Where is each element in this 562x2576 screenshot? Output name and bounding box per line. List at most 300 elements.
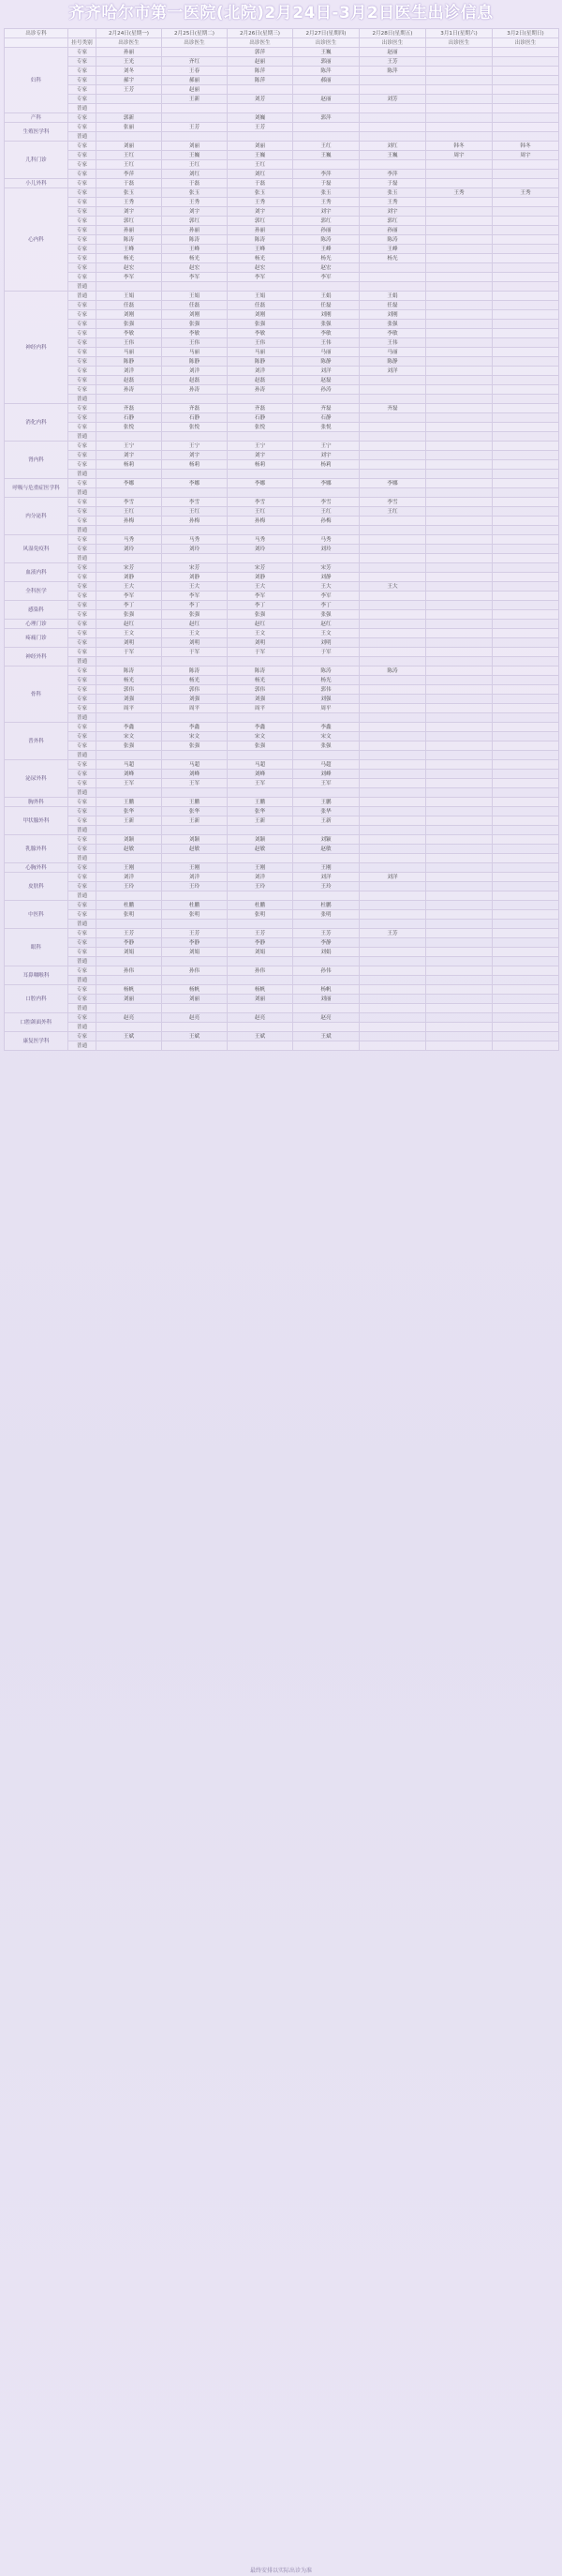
doctor-cell (493, 985, 559, 995)
doctor-cell (360, 113, 426, 123)
doctor-cell: 王新 (228, 816, 293, 826)
registration-type: 普通 (68, 282, 96, 292)
registration-type: 专家 (68, 995, 96, 1004)
header-row-dates (5, 29, 559, 38)
doctor-cell (426, 460, 493, 470)
doctor-cell (493, 1013, 559, 1023)
doctor-cell (493, 329, 559, 338)
doctor-cell (293, 713, 360, 723)
registration-type: 专家 (68, 901, 96, 910)
doctor-cell: 于磊 (293, 179, 360, 188)
doctor-cell (96, 132, 162, 142)
doctor-cell: 王军 (293, 779, 360, 788)
doctor-cell (493, 601, 559, 610)
doctor-cell (426, 985, 493, 995)
doctor-cell: 孙伟 (228, 966, 293, 976)
doctor-cell: 李萍 (293, 170, 360, 179)
registration-type: 专家 (68, 545, 96, 554)
doctor-cell: 陈涛 (360, 235, 426, 245)
doctor-cell: 张丽 (96, 123, 162, 132)
doctor-cell (493, 132, 559, 142)
registration-type: 专家 (68, 217, 96, 226)
doctor-cell (360, 488, 426, 498)
registration-type: 专家 (68, 582, 96, 592)
schedule-row (5, 601, 559, 610)
schedule-row (5, 873, 559, 882)
doctor-cell: 王红 (228, 507, 293, 517)
doctor-cell: 李军 (162, 592, 228, 601)
doctor-cell (293, 976, 360, 985)
schedule-row (5, 845, 559, 854)
doctor-cell (493, 526, 559, 535)
doctor-cell (96, 395, 162, 404)
registration-type: 专家 (68, 1032, 96, 1041)
doctor-cell (96, 751, 162, 760)
registration-type: 普通 (68, 1041, 96, 1051)
doctor-cell: 张强 (162, 741, 228, 751)
doctor-cell: 孙丽 (96, 226, 162, 235)
doctor-cell: 石静 (228, 413, 293, 423)
doctor-cell: 王峰 (360, 245, 426, 254)
schedule-row (5, 507, 559, 517)
doctor-cell: 王玲 (228, 882, 293, 891)
doctor-cell: 齐磊 (360, 404, 426, 413)
doctor-cell (426, 263, 493, 273)
registration-type: 普通 (68, 826, 96, 835)
registration-type: 专家 (68, 245, 96, 254)
doctor-cell (426, 395, 493, 404)
doctor-cell: 刘静 (96, 573, 162, 582)
doctor-cell: 王新 (293, 816, 360, 826)
doctor-cell: 张强 (228, 320, 293, 329)
doctor-cell: 刘娟 (228, 948, 293, 957)
doctor-cell (426, 338, 493, 348)
doctor-cell: 王文 (162, 629, 228, 638)
schedule-row (5, 573, 559, 582)
doctor-cell (360, 620, 426, 629)
doctor-cell: 郭红 (360, 217, 426, 226)
doctor-cell (360, 995, 426, 1004)
registration-type: 专家 (68, 235, 96, 245)
doctor-cell: 宋芳 (162, 563, 228, 573)
department-name: 口腔内科 (5, 985, 68, 1013)
schedule-row (5, 957, 559, 966)
doctor-cell: 杨帆 (293, 985, 360, 995)
doctor-cell (360, 554, 426, 563)
registration-type: 专家 (68, 929, 96, 938)
doctor-cell: 张华 (162, 807, 228, 816)
doctor-cell (493, 357, 559, 367)
doctor-cell (426, 517, 493, 526)
doctor-cell (426, 938, 493, 948)
doctor-cell (493, 657, 559, 666)
doctor-cell (360, 104, 426, 113)
doctor-cell (426, 320, 493, 329)
schedule-row (5, 798, 559, 807)
schedule-row (5, 357, 559, 367)
doctor-cell: 刘玲 (293, 545, 360, 554)
department-name: 小儿外科 (5, 179, 68, 188)
header-sub-cell: 出诊医生 (228, 38, 293, 48)
doctor-cell: 刘娟 (162, 948, 228, 957)
registration-type: 专家 (68, 85, 96, 95)
doctor-cell (360, 76, 426, 85)
doctor-cell (228, 526, 293, 535)
doctor-cell (360, 85, 426, 95)
doctor-cell: 张华 (96, 807, 162, 816)
registration-type: 专家 (68, 198, 96, 207)
schedule-row (5, 816, 559, 826)
registration-type: 专家 (68, 779, 96, 788)
doctor-cell: 马秀 (96, 535, 162, 545)
registration-type: 专家 (68, 882, 96, 891)
department-name: 皮肤科 (5, 873, 68, 901)
doctor-cell: 李静 (228, 938, 293, 948)
doctor-cell (426, 254, 493, 263)
schedule-row (5, 151, 559, 160)
doctor-cell: 陈萍 (360, 67, 426, 76)
doctor-cell: 赵磊 (228, 376, 293, 385)
schedule-row (5, 891, 559, 901)
registration-type: 专家 (68, 67, 96, 76)
doctor-cell (493, 179, 559, 188)
registration-type: 专家 (68, 770, 96, 779)
doctor-cell: 王文 (96, 629, 162, 638)
doctor-cell: 王斌 (228, 1032, 293, 1041)
schedule-row (5, 807, 559, 816)
doctor-cell: 李丁 (96, 601, 162, 610)
registration-type: 普通 (68, 957, 96, 966)
doctor-cell: 孙涛 (96, 385, 162, 395)
doctor-cell (426, 198, 493, 207)
doctor-cell (293, 395, 360, 404)
doctor-cell (162, 432, 228, 442)
doctor-cell: 孙伟 (293, 966, 360, 976)
registration-type: 专家 (68, 845, 96, 854)
doctor-cell: 李鑫 (293, 723, 360, 732)
registration-type: 专家 (68, 48, 96, 57)
doctor-cell (228, 470, 293, 479)
doctor-cell: 王芳 (96, 85, 162, 95)
doctor-cell (426, 217, 493, 226)
doctor-cell (493, 966, 559, 976)
doctor-cell: 孙涛 (162, 385, 228, 395)
doctor-cell: 赵亮 (162, 1013, 228, 1023)
doctor-cell (360, 760, 426, 770)
doctor-cell: 李萍 (360, 170, 426, 179)
doctor-cell: 李军 (293, 592, 360, 601)
doctor-cell (493, 123, 559, 132)
doctor-cell (360, 770, 426, 779)
doctor-cell: 陈静 (162, 357, 228, 367)
doctor-cell: 杨莉 (96, 460, 162, 470)
doctor-cell: 张强 (96, 320, 162, 329)
schedule-row (5, 666, 559, 676)
schedule-row (5, 301, 559, 310)
doctor-cell: 郝丽 (293, 76, 360, 85)
doctor-cell (426, 798, 493, 807)
schedule-row (5, 423, 559, 432)
doctor-cell (426, 170, 493, 179)
department-name: 感染科 (5, 601, 68, 620)
registration-type: 专家 (68, 798, 96, 807)
registration-type: 专家 (68, 442, 96, 451)
schedule-row (5, 245, 559, 254)
doctor-cell: 郝丽 (162, 76, 228, 85)
doctor-cell: 张强 (293, 320, 360, 329)
doctor-cell (493, 207, 559, 217)
doctor-cell: 任磊 (162, 301, 228, 310)
registration-type: 专家 (68, 741, 96, 751)
schedule-row (5, 282, 559, 292)
doctor-cell (426, 891, 493, 901)
footer-note: 最终安排以实际出诊为准 (249, 2568, 312, 2574)
registration-type: 专家 (68, 592, 96, 601)
doctor-cell: 王峰 (162, 245, 228, 254)
doctor-cell: 王芳 (162, 123, 228, 132)
registration-type: 专家 (68, 563, 96, 573)
doctor-cell (493, 648, 559, 657)
doctor-cell: 陈涛 (162, 235, 228, 245)
doctor-cell: 刘巍 (228, 113, 293, 123)
schedule-row (5, 48, 559, 57)
doctor-cell (493, 254, 559, 263)
header-cell: 2月27日(星期四) (293, 29, 360, 38)
doctor-cell: 陈静 (360, 357, 426, 367)
doctor-cell (426, 835, 493, 845)
registration-type: 专家 (68, 573, 96, 582)
doctor-cell: 周平 (228, 704, 293, 713)
doctor-cell (493, 891, 559, 901)
department-name: 消化内科 (5, 404, 68, 442)
registration-type: 专家 (68, 873, 96, 882)
registration-type: 普通 (68, 132, 96, 142)
doctor-cell (360, 920, 426, 929)
schedule-row (5, 292, 559, 301)
doctor-cell: 郭萍 (228, 48, 293, 57)
doctor-cell (493, 488, 559, 498)
registration-type: 专家 (68, 179, 96, 188)
doctor-cell (360, 732, 426, 741)
schedule-row (5, 826, 559, 835)
doctor-cell (426, 676, 493, 685)
doctor-cell (493, 863, 559, 873)
doctor-cell: 李鑫 (162, 723, 228, 732)
doctor-cell: 韩冬 (426, 142, 493, 151)
doctor-cell: 刘玲 (162, 545, 228, 554)
doctor-cell: 王大 (360, 582, 426, 592)
doctor-cell (426, 470, 493, 479)
doctor-cell (96, 432, 162, 442)
doctor-cell (293, 432, 360, 442)
doctor-cell (360, 160, 426, 170)
schedule-body (5, 48, 559, 1051)
doctor-cell: 王芳 (96, 929, 162, 938)
doctor-cell: 王红 (293, 142, 360, 151)
doctor-cell: 李敏 (293, 329, 360, 338)
doctor-cell (426, 966, 493, 976)
doctor-cell: 李雪 (360, 498, 426, 507)
registration-type: 普通 (68, 1004, 96, 1013)
registration-type: 普通 (68, 432, 96, 442)
doctor-cell (162, 826, 228, 835)
registration-type: 专家 (68, 732, 96, 741)
registration-type: 专家 (68, 376, 96, 385)
doctor-cell (493, 338, 559, 348)
department-name: 中医科 (5, 901, 68, 929)
doctor-cell: 石静 (293, 413, 360, 423)
doctor-cell (426, 863, 493, 873)
doctor-cell (293, 1023, 360, 1032)
doctor-cell: 孙丽 (360, 226, 426, 235)
doctor-cell (426, 732, 493, 741)
doctor-cell (426, 413, 493, 423)
schedule-row (5, 995, 559, 1004)
doctor-cell: 刘颖 (162, 835, 228, 845)
doctor-cell (162, 891, 228, 901)
doctor-cell (360, 1013, 426, 1023)
doctor-cell (493, 826, 559, 835)
schedule-row (5, 545, 559, 554)
registration-type: 专家 (68, 938, 96, 948)
doctor-cell: 王玲 (293, 882, 360, 891)
doctor-cell (360, 601, 426, 610)
doctor-cell: 陈涛 (360, 666, 426, 676)
doctor-cell (426, 76, 493, 85)
schedule-row (5, 460, 559, 470)
header-sub-cell: 出诊医生 (493, 38, 559, 48)
doctor-cell (426, 826, 493, 835)
doctor-cell: 赵磊 (96, 376, 162, 385)
registration-type: 普通 (68, 554, 96, 563)
schedule-row (5, 948, 559, 957)
header-cell (68, 29, 96, 38)
schedule-row (5, 723, 559, 732)
doctor-cell: 张强 (293, 610, 360, 620)
doctor-cell (162, 1041, 228, 1051)
doctor-cell (162, 957, 228, 966)
schedule-row (5, 254, 559, 263)
doctor-cell: 王秀 (228, 198, 293, 207)
doctor-cell (493, 995, 559, 1004)
doctor-cell: 赵磊 (293, 376, 360, 385)
doctor-cell: 张强 (360, 320, 426, 329)
doctor-cell (293, 282, 360, 292)
schedule-row (5, 488, 559, 498)
doctor-cell: 王文 (293, 629, 360, 638)
schedule-row (5, 938, 559, 948)
doctor-cell (493, 273, 559, 282)
department-name: 产科 (5, 113, 68, 123)
doctor-cell (96, 1004, 162, 1013)
doctor-cell (426, 666, 493, 676)
registration-type: 专家 (68, 723, 96, 732)
doctor-cell: 周宇 (426, 151, 493, 160)
doctor-cell: 王娟 (360, 292, 426, 301)
doctor-cell (293, 104, 360, 113)
doctor-cell: 王红 (96, 507, 162, 517)
doctor-cell (360, 957, 426, 966)
doctor-cell: 马丽 (162, 348, 228, 357)
doctor-cell (96, 470, 162, 479)
schedule-row (5, 526, 559, 535)
doctor-cell (426, 770, 493, 779)
doctor-cell: 孙梅 (162, 517, 228, 526)
header-cell: 2月25日(星期二) (162, 29, 228, 38)
schedule-row (5, 170, 559, 179)
doctor-cell (228, 104, 293, 113)
doctor-cell (493, 170, 559, 179)
doctor-cell (360, 273, 426, 282)
doctor-cell (360, 676, 426, 685)
schedule-row (5, 835, 559, 845)
doctor-cell: 孙丽 (228, 226, 293, 235)
doctor-cell (293, 488, 360, 498)
doctor-cell: 王宁 (96, 442, 162, 451)
doctor-cell: 张强 (293, 741, 360, 751)
doctor-cell: 刘丽 (293, 995, 360, 1004)
doctor-cell: 杜鹏 (293, 901, 360, 910)
doctor-cell: 张玉 (96, 188, 162, 198)
doctor-cell (293, 123, 360, 132)
doctor-cell (426, 901, 493, 910)
department-name: 心胸外科 (5, 863, 68, 873)
schedule-row (5, 413, 559, 423)
registration-type: 专家 (68, 479, 96, 488)
doctor-cell (360, 657, 426, 666)
schedule-row (5, 479, 559, 488)
doctor-cell (293, 85, 360, 95)
doctor-cell: 王文 (228, 629, 293, 638)
doctor-cell: 刘洋 (162, 367, 228, 376)
doctor-cell: 任磊 (96, 301, 162, 310)
doctor-cell (426, 741, 493, 751)
doctor-cell (493, 901, 559, 910)
registration-type: 专家 (68, 226, 96, 235)
doctor-cell (426, 273, 493, 282)
registration-type: 专家 (68, 451, 96, 460)
doctor-cell (426, 1023, 493, 1032)
doctor-cell (426, 563, 493, 573)
registration-type: 专家 (68, 320, 96, 329)
doctor-cell: 李雪 (96, 498, 162, 507)
department-name: 乳腺外科 (5, 835, 68, 863)
doctor-cell: 陈涛 (228, 235, 293, 245)
doctor-cell (426, 367, 493, 376)
doctor-cell: 齐磊 (96, 404, 162, 413)
doctor-cell: 王鹏 (162, 798, 228, 807)
doctor-cell (360, 413, 426, 423)
doctor-cell (293, 1041, 360, 1051)
doctor-cell (493, 713, 559, 723)
doctor-cell: 李军 (162, 273, 228, 282)
doctor-cell: 刘强 (228, 695, 293, 704)
header-sub-cell: 出诊医生 (426, 38, 493, 48)
doctor-cell: 杨光 (360, 254, 426, 263)
schedule-row (5, 367, 559, 376)
doctor-cell (493, 292, 559, 301)
department-name: 甲状腺外科 (5, 807, 68, 835)
doctor-cell (493, 348, 559, 357)
doctor-cell: 宋芳 (228, 563, 293, 573)
doctor-cell: 郭红 (228, 217, 293, 226)
schedule-row (5, 1041, 559, 1051)
doctor-cell (360, 835, 426, 845)
doctor-cell (426, 601, 493, 610)
doctor-cell (360, 1004, 426, 1013)
doctor-cell (426, 929, 493, 938)
schedule-row (5, 348, 559, 357)
